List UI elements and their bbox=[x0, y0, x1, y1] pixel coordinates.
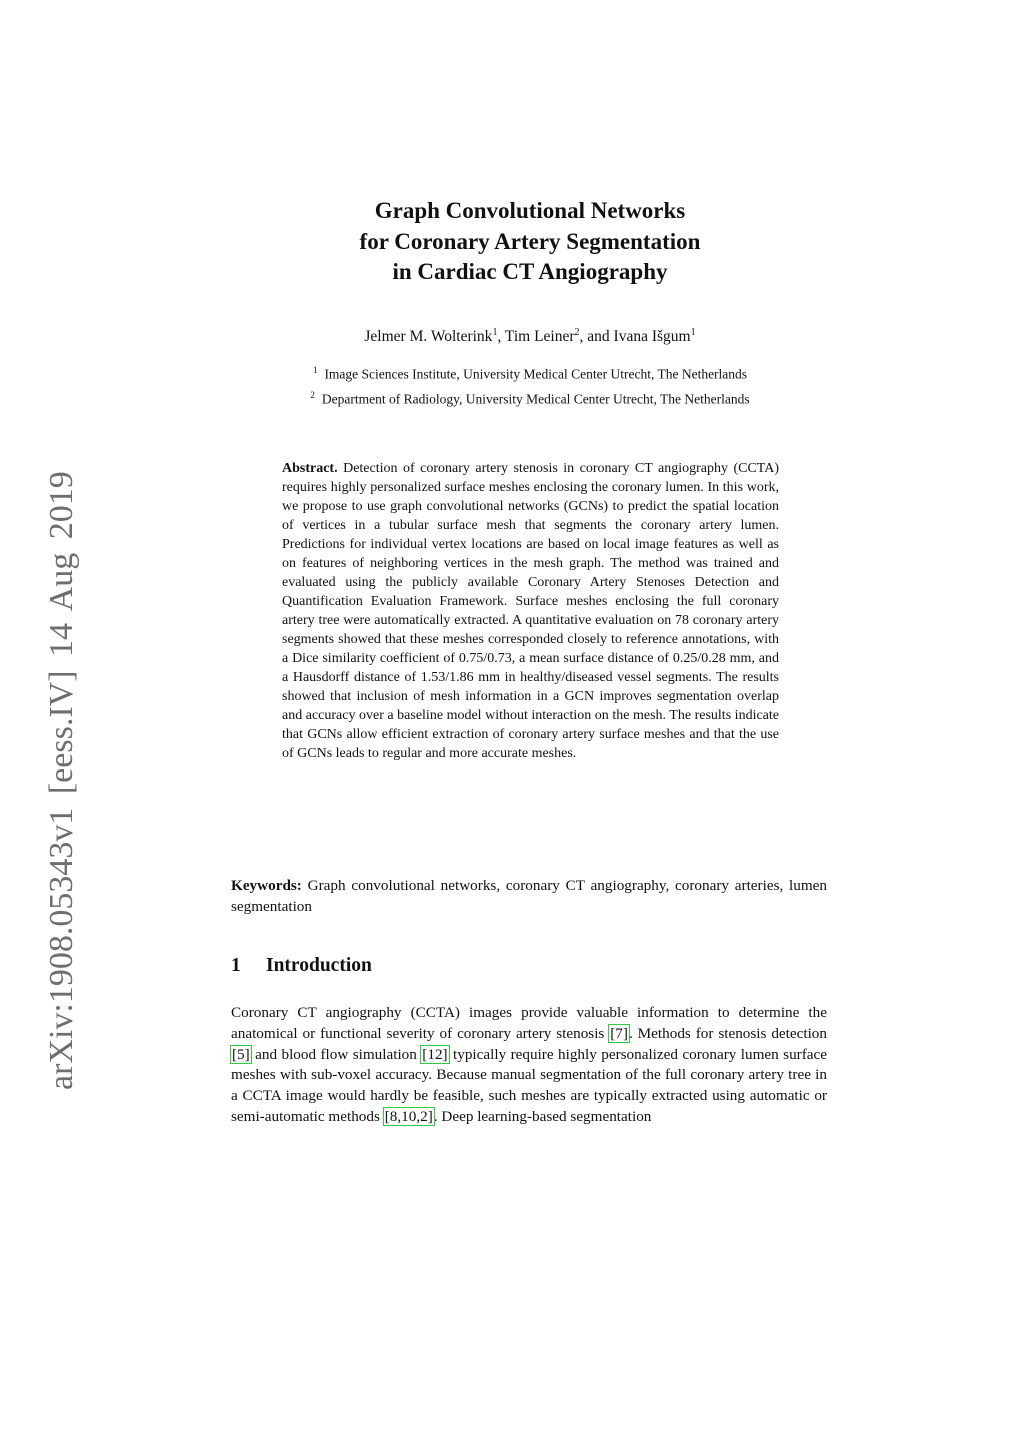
keywords-label: Keywords: bbox=[231, 877, 302, 894]
title-line-3: in Cardiac CT Angiography bbox=[392, 259, 668, 284]
citation-8-10-2[interactable]: [8,10,2] bbox=[384, 1107, 433, 1125]
author-isgum: Ivana Išgum bbox=[613, 328, 691, 346]
affiliation-1-number: 1 bbox=[312, 365, 318, 375]
affiliation-1-text: Image Sciences Institute, University Medical Center Utrecht, The Netherlands bbox=[324, 366, 748, 382]
section-number: 1 bbox=[231, 955, 241, 976]
author-list: Jelmer M. Wolterink$^1$, Tim Leiner$^2$, and Ivana Išgum$^1$ bbox=[364, 327, 696, 346]
author-leiner: Tim Leiner bbox=[504, 328, 575, 346]
citation-5[interactable]: [5] bbox=[232, 1045, 250, 1063]
title-line-2: for Coronary Artery Segmentation bbox=[359, 228, 701, 254]
introduction-paragraph bbox=[231, 1003, 827, 1128]
affiliation-1 bbox=[200, 360, 860, 385]
affiliation-2-text: Department of Radiology, University Medical Center Utrecht, The Netherlands bbox=[321, 391, 750, 406]
author-isgum-affil: 1 bbox=[690, 327, 696, 338]
arxiv-identifier: arXiv:1908.05343v1 [eess.IV] 14 Aug 2019 bbox=[43, 471, 80, 1090]
section-title: Introduction bbox=[266, 955, 372, 976]
author-leiner-affil: 2 bbox=[574, 327, 580, 338]
keywords-text: Graph convolutional networks, coronary CT angiography, coronary arteries, lumen segmentation bbox=[231, 877, 828, 915]
affiliations bbox=[200, 360, 860, 409]
keywords bbox=[231, 875, 827, 917]
abstract bbox=[282, 459, 779, 763]
intro-text-2: . Methods for stenosis detection bbox=[628, 1024, 827, 1042]
affiliation-2-number: 2 bbox=[310, 389, 315, 400]
affiliation-2 bbox=[200, 385, 860, 410]
paper-title bbox=[230, 196, 830, 288]
title-line-1: Graph Convolutional Networks bbox=[374, 198, 686, 223]
citation-12[interactable]: [12] bbox=[422, 1045, 448, 1063]
intro-text-3: and blood flow simulation bbox=[250, 1045, 422, 1063]
intro-text-5: . Deep learning-based segmentation bbox=[433, 1107, 652, 1125]
citation-7[interactable]: [7] bbox=[610, 1024, 628, 1042]
abstract-label: Abstract. bbox=[282, 461, 338, 476]
author-wolterink: Jelmer M. Wolterink bbox=[364, 328, 493, 346]
intro-text-1: Coronary CT angiography (CCTA) images provide valuable information to determine the anatomical or functional severity of coronary artery stenosis bbox=[231, 1004, 827, 1042]
abstract-text: Detection of coronary artery stenosis in coronary CT angiography (CCTA) requires highly personalized surface meshes enclosing the coronary lumen. In this work, we propose to use graph convolutional networks (GCNs) to predict the spatial location of vertices in a tubular surface mesh that segments the coronary artery lumen. Predictions for individual vertex locations are based on local image features as well as on features of neighboring vertices in the mesh graph. The method was trained and evaluated using the publicly available Coronary Artery Stenoses Detection and Quantification Evaluation Framework. Surface meshes enclosing the full coronary artery tree were automatically extracted. A quantitative evaluation on 78 coronary artery segments showed that these meshes corresponded closely to reference annotations, with a Dice similarity coefficient of 0.75/0.73, a mean surface distance of 0.25/0.28 mm, and a Hausdorff distance of 1.53/1.86 mm in healthy/diseased vessel segments. The results showed that inclusion of mesh information in a GCN improves segmentation overlap and accuracy over a baseline model without interaction on the mesh. The results indicate that GCNs allow efficient extraction of coronary artery surface meshes and that the use of GCNs leads to regular and more accurate meshes. bbox=[282, 461, 779, 761]
intro-text-4: typically require highly personalized coronary lumen surface meshes with sub-voxel accuracy. Because manual segmentation of the full coronary artery tree in a CCTA image would hardly be feasible, such meshes are typically extracted using automatic or semi-automatic methods bbox=[231, 1045, 827, 1125]
author-separator: , and bbox=[579, 328, 614, 346]
author-wolterink-affil: 1 bbox=[492, 327, 498, 338]
section-heading-introduction bbox=[231, 953, 372, 979]
